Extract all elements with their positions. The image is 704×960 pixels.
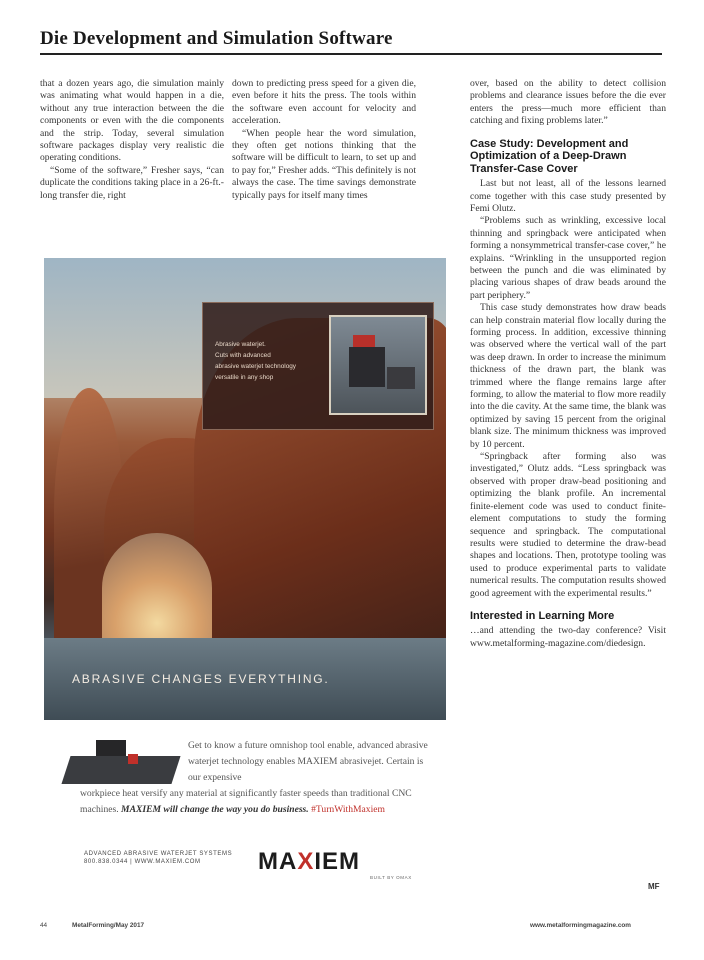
advertisement-image[interactable] xyxy=(44,258,446,720)
rock-arch xyxy=(102,533,212,653)
article-column-3 xyxy=(470,78,666,650)
paragraph: Last but not least, all of the lessons learned come together with this case study presented by Femi Olutz. xyxy=(470,178,666,214)
ad-slogan: ABRASIVE CHANGES EVERYTHING. xyxy=(72,672,330,686)
magazine-issue: MetalForming/May 2017 xyxy=(72,922,145,929)
paragraph: “When people hear the word simulation, they often get notions thinking that the software will be difficult to learn, to set up and to pay for,” Fresher adds. “This definitely is not always the case. The time savings demonstrate typically pays for itself many times xyxy=(232,127,416,201)
learn-more-heading: Interested in Learning More xyxy=(470,609,615,622)
waterjet-machine-photo xyxy=(329,315,427,415)
machine-base xyxy=(61,756,180,784)
logo-x: X xyxy=(297,848,315,875)
end-mark: MF xyxy=(648,882,660,891)
ad-overlay-panel xyxy=(202,302,434,430)
logo-part: MA xyxy=(258,848,298,875)
advertisement-copy xyxy=(44,728,446,898)
paragraph: …and attending the two-day conference? Visit www.metalforming-magazine.com/diedesign. xyxy=(470,625,666,649)
page-header xyxy=(40,28,662,55)
overlay-line: versatile in any shop xyxy=(215,374,274,381)
paragraph: “Some of the software,” Fresher says, “can duplicate the conditions taking place in a 26-ft.-long transfer die, right xyxy=(40,164,224,201)
paragraph: down to predicting press speed for a given die, even before it hits the press. The tools within the software even account for velocity and acceleration. xyxy=(232,78,416,127)
ad-hashtag[interactable]: #TurnWithMaxiem xyxy=(311,804,385,815)
page-number: 44 xyxy=(40,922,48,929)
magazine-url[interactable]: www.metalformingmagazine.com xyxy=(530,922,631,929)
paragraph: This case study demonstrates how draw beads can help constrain material flow locally during the forming process. In addition, excessive thinning was observed where the vertical wall of the part was deep drawn. In order to increase the minimum thickness of the drawn part, the blank was trimmed where the flange remains large after forming, to allow the material to flow more readily into the die cavity. At the same time, the blank was optimized by saving 15 percent from the original blank size. The minimum thickness was improved by 10 percent. xyxy=(470,302,666,450)
logo-tagline: BUILT BY OMAX xyxy=(370,875,412,880)
contact-line: ADVANCED ABRASIVE WATERJET SYSTEMS xyxy=(84,851,233,857)
article-column-2 xyxy=(232,78,416,202)
waterjet-machine-icon xyxy=(66,736,176,792)
contact-line[interactable]: 800.838.0344 | WWW.MAXIEM.COM xyxy=(84,859,201,865)
maxiem-logo xyxy=(258,848,360,876)
overlay-line: Abrasive waterjet. xyxy=(215,341,266,348)
machine-part xyxy=(387,367,415,389)
paragraph: “Springback after forming also was investigated,” Olutz adds. “Less springback was observed with proper draw-bead positioning and optimizing the blank profile. An incremental finite-element code was used to conduct finite-element computations to study the forming sequence and springback. The computational results were studied to determine the draw-bead shapes and locations. Then, prototype tooling was used to produce experimental parts to validate numerical results. The computation results showed good agreement with the experimental results.” xyxy=(470,451,666,599)
ad-body-line: workpiece heat versify any material at significantly faster speeds than traditional CNC machines. xyxy=(80,788,412,815)
ad-contact xyxy=(84,850,232,866)
header-rule xyxy=(40,53,662,55)
ad-body-text: Get to know a future omnishop tool enable, advanced abrasive waterjet technology enables MAXIEM abrasivejet. Certain is our expensive xyxy=(188,740,428,783)
logo-part: IEM xyxy=(314,848,361,875)
overlay-line: abrasive waterjet technology xyxy=(215,363,296,370)
ad-overlay-text xyxy=(215,339,320,383)
overlay-line: Cuts with advanced xyxy=(215,352,271,359)
case-study-heading: Case Study: Development and Optimization of a Deep-Drawn Transfer-Case Cover xyxy=(470,137,629,175)
page-title: Die Development and Simulation Software xyxy=(40,28,393,49)
machine-head xyxy=(128,754,138,764)
paragraph: that a dozen years ago, die simulation mainly was animating what would happen in a die, without any true interaction between the die components or even with the die components and the strip. Today, several simulation software packages display very realistic die operating conditions. xyxy=(40,78,224,164)
paragraph: over, based on the ability to detect collision problems and clearance issues before the die ever enters the press—much more efficient than catching and fixing problems later.” xyxy=(470,78,666,127)
paragraph: “Problems such as wrinkling, excessive local thinning and springback were anticipated when forming a nonsymmetrical transfer-case cover,” he explains. “Wrinkling in the unsupported region between the punch and die was eliminated by placing various shapes of draw beads around the part periphery.” xyxy=(470,215,666,301)
ad-body-text xyxy=(80,786,442,818)
article-column-1 xyxy=(40,78,224,202)
machine-part xyxy=(349,347,385,387)
ad-emphasis: MAXIEM will change the way you do business. xyxy=(121,804,309,815)
